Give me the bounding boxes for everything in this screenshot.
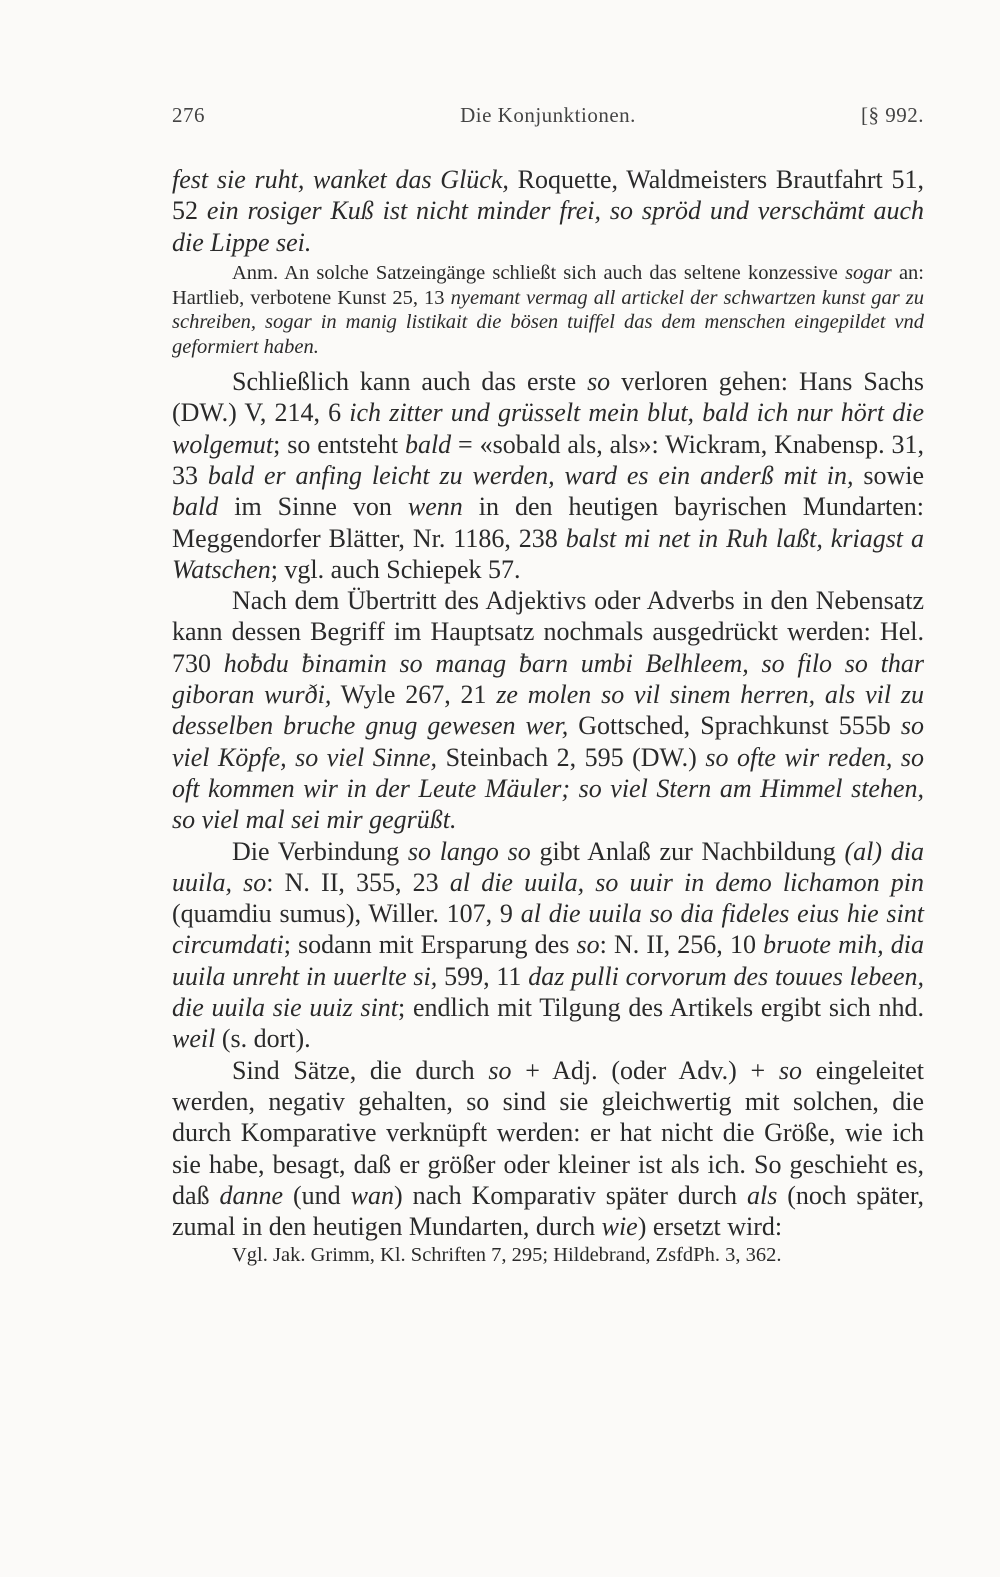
paragraph: Schließlich kann auch das erste so verloren gehen: Hans Sachs (DW.) V, 214, 6 ich zitter und grüsselt mein blut, bald ich nur hört die wolgemut; so entsteht bald = «sobald als, als»: Wickram, Knabensp. 31, 33 bald er anfing leicht zu werden, ward es ein anderß mit in, sowie bald im Sinne von wenn in den heutigen bayrischen Mundarten: Meggendorfer Blätter, Nr. 1186, 238 balst mi net in Ruh laßt, kriagst a Watschen; vgl. auch Schiepek 57. [172, 367, 925, 584]
page-number: 276 [172, 103, 205, 127]
running-header [172, 103, 924, 133]
annotation-paragraph: Anm. An solche Satzeingänge schließt sich auch das seltene konzessive sogar an: Hartlieb, verbotene Kunst 25, 13 nyemant vermag all artickel der schwartzen kunst gar zu schreiben, sogar in manig listikait die bösen tuiffel das dem menschen eingepildet vnd geformiert haben. [172, 261, 925, 359]
paragraph: Nach dem Übertritt des Adjektivs oder Adverbs in den Nebensatz kann dessen Begriff im Hauptsatz nochmals ausgedrückt werden: Hel. 730 hoƀdu ƀinamin so manag ƀarn umbi Belhleem, so filo so thar giboran wurði, Wyle 267, 21 ze molen so vil sinem herren, als vil zu desselben bruche gnug gewesen wer, Gottsched, Sprachkunst 555b so viel Köpfe, so viel Sinne, Steinbach 2, 595 (DW.) so ofte wir reden, so oft kommen wir in der Leute Mäuler; so viel Stern am Himmel stehen, so viel mal sei mir gegrüßt. [172, 586, 925, 835]
reference-note: Vgl. Jak. Grimm, Kl. Schriften 7, 295; Hildebrand, ZsfdPh. 3, 362. [232, 1244, 782, 1267]
running-title: Die Konjunktionen. [460, 103, 636, 127]
paragraph-continuation: fest sie ruht, wanket das Glück, Roquette, Waldmeisters Brautfahrt 51, 52 ein rosiger Kuß ist nicht minder frei, so spröd und verschämt auch die Lippe sei. [172, 165, 924, 257]
paragraph: Die Verbindung so lango so gibt Anlaß zur Nachbildung (al) dia uuila, so: N. II, 355, 23 al die uuila, so uuir in demo lichamon pin (quamdiu sumus), Willer. 107, 9 al die uuila so dia fideles eius hie sint circumdati; sodann mit Ersparung des so: N. II, 256, 10 bruote mih, dia uuila unreht in uuerlte si, 599, 11 daz pulli corvorum des touues lebeen, die uuila sie uuiz sint; endlich mit Tilgung des Artikels ergibt sich nhd. weil (s. dort). [172, 836, 925, 1054]
paragraph: Sind Sätze, die durch so + Adj. (oder Adv.) + so eingeleitet werden, negativ gehalten, so sind sie gleichwertig mit solchen, die durch Komparative verknüpft werden: er hat nicht die Größe, wie ich sie habe, besagt, daß er größer oder kleiner ist als ich. So geschieht es, daß danne (und wan) nach Komparativ später durch als (noch später, zumal in den heutigen Mundarten, durch wie) ersetzt wird: [172, 1055, 925, 1242]
section-marker: [§ 992. [861, 103, 924, 127]
page-body [172, 164, 924, 1268]
